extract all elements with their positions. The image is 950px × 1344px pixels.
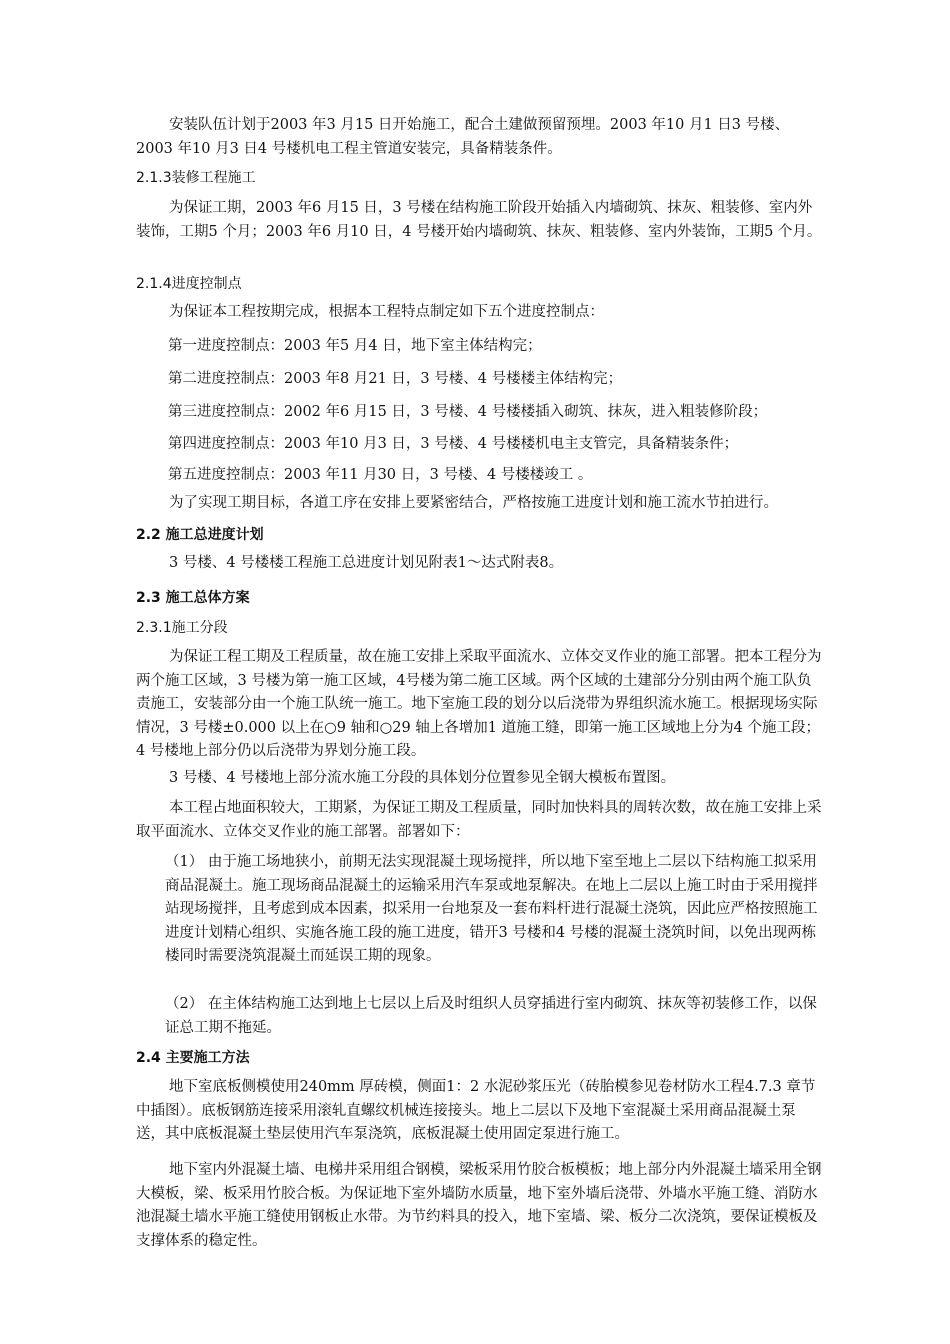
schedule-goal-paragraph: 为了实现工期目标，各道工序在安排上要紧密结合，严格按施工进度计划和施工流水节拍进行。 <box>169 495 778 511</box>
control-point-item: 第四进度控制点：2003 年10 月3 日，3 号楼、4 号楼楼机电主支管完，具备精装条件； <box>168 436 739 452</box>
deployment-list-item: （2） 在主体结构施工达到地上七层以上后及时组织人员穿插进行室内砌筑、抹灰等初装修工作，以保证总工期不拖延。 <box>165 996 817 1036</box>
control-point-item: 第二进度控制点：2003 年8 月21 日，3 号楼、4 号楼楼主体结构完； <box>168 371 623 387</box>
heading-2-4: 2.4 主要施工方法 <box>136 1050 250 1066</box>
master-schedule-paragraph: 3 号楼、4 号楼楼工程施工总进度计划见附表1～达式附表8。 <box>169 555 564 571</box>
decoration-paragraph: 为保证工期，2003 年6 月15 日，3 号楼在结构施工阶段开始插入内墙砌筑、抹灰、粗装修、室内外装饰，工期5 个月；2003 年6 月10 日，4 号楼开始内墙砌筑、抹灰、粗装修、室内外装饰，工期5 个月。 <box>136 200 822 240</box>
segmentation-paragraph: 为保证工程工期及工程质量，故在施工安排上采取平面流水、立体交叉作业的施工部署。把本工程分为两个施工区域，3 号楼为第一施工区域，4号楼为第二施工区域。两个区域的土建部分分别由两个施工队负责施工，安装部分由一个施工队统一施工。地下室施工段的划分以后浇带为界组织流水施工。根据现场实际情况，3 号楼±0.000 以上在○9 轴和○29 轴上各增加1 道施工缝，即第一施工区域地上分为4 个施工段；4 号楼地上部分仍以后浇带为界划分施工段。 <box>136 649 822 759</box>
heading-2-1-3: 2.1.3装修工程施工 <box>136 170 256 186</box>
control-point-item: 第一进度控制点：2003 年5 月4 日，地下室主体结构完； <box>168 338 542 354</box>
install-schedule-paragraph: 安装队伍计划于2003 年3 月15 日开始施工，配合土建做预留预埋。2003 年10 月1 日3 号楼、2003 年10 月3 日4 号楼机电工程主管道安装完，具备精装条件。 <box>136 117 790 157</box>
heading-2-3: 2.3 施工总体方案 <box>136 590 250 606</box>
deployment-list-item: （1） 由于施工场地狭小，前期无法实现混凝土现场搅拌，所以地下室至地上二层以下结构施工拟采用商品混凝土。施工现场商品混凝土的运输采用汽车泵或地泵解决。在地上二层以上施工时由于采用搅拌站现场搅拌，且考虑到成本因素，拟采用一台地泵及一套布料杆进行混凝土浇筑，因此应严格按照施工进度计划精心组织、实施各施工段的施工进度，错开3 号楼和4 号楼的混凝土浇筑时间，以免出现两栋楼同时需要浇筑混凝土而延误工期的现象。 <box>165 854 818 964</box>
control-point-item: 第三进度控制点：2002 年6 月15 日，3 号楼、4 号楼楼插入砌筑、抹灰，进入粗装修阶段； <box>168 404 768 420</box>
heading-2-3-1: 2.3.1施工分段 <box>136 620 228 636</box>
heading-2-2: 2.2 施工总进度计划 <box>136 527 264 543</box>
control-points-intro: 为保证本工程按期完成，根据本工程特点制定如下五个进度控制点： <box>169 304 604 320</box>
segmentation-reference-paragraph: 3 号楼、4 号楼地上部分流水施工分段的具体划分位置参见全钢大模板布置图。 <box>169 770 676 786</box>
method-paragraph: 地下室底板侧模使用240mm 厚砖模，侧面1：2 水泥砂浆压光（砖胎模参见卷材防水工程4.7.3 章节中插图）。底板钢筋连接采用滚轧直螺纹机械连接接头。地上二层以下及地下室混凝土采用商品混凝土泵送，其中底板混凝土垫层使用汽车泵浇筑，底板混凝土使用固定泵进行施工。 <box>136 1079 816 1142</box>
deployment-paragraph: 本工程占地面积较大，工期紧，为保证工期及工程质量，同时加快料具的周转次数，故在施工安排上采取平面流水、立体交叉作业的施工部署。部署如下： <box>136 800 822 840</box>
formwork-paragraph: 地下室内外混凝土墙、电梯井采用组合钢模，梁板采用竹胶合板模板；地上部分内外混凝土墙采用全钢大模板，梁、板采用竹胶合板。为保证地下室外墙防水质量，地下室外墙后浇带、外墙水平施工缝、消防水池混凝土墙水平施工缝使用钢板止水带。为节约料具的投入，地下室墙、梁、板分二次浇筑，要保证模板及支撑体系的稳定性。 <box>136 1162 822 1249</box>
control-point-item: 第五进度控制点：2003 年11 月30 日，3 号楼、4 号楼楼竣工 。 <box>168 467 593 483</box>
heading-2-1-4: 2.1.4进度控制点 <box>136 276 242 292</box>
